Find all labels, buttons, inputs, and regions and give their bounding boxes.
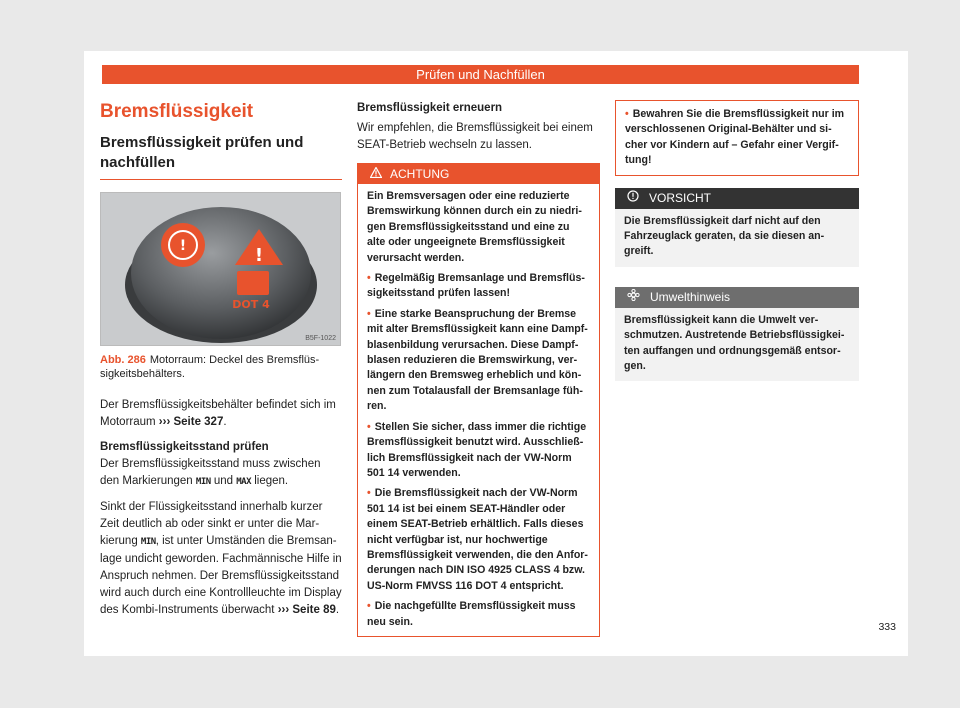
environment-header xyxy=(615,287,859,308)
paragraph-location xyxy=(100,397,342,431)
heading-check-level: Bremsflüssigkeitsstand prüfen xyxy=(100,441,269,453)
warning-bullet: • Die Bremsflüssigkeit nach der VW-Norm 501 14 ist bei einem SEAT-Händler oder einem SEAT-Betrieb erhältlich. Falls dieses nicht verfügbar ist, nur hochwertige Bremsflüssigkeit verwenden, die den Anforderungen nach DIN ISO 4925 CLASS 4 bzw. US-Norm FMVSS 116 DOT 4 entspricht. xyxy=(367,486,590,594)
warning-bullet: • Eine starke Beanspruchung der Bremse mit alter Bremsflüssigkeit kann eine Dampfblasenbildung verursachen. Diese Dampfblasen reduzieren die Bremswirkung, verlängern den Bremsweg erheblich und können zum Totalausfall der Bremsanlage führen. xyxy=(367,307,590,415)
column-3 xyxy=(615,100,859,381)
manual-book-icon xyxy=(237,271,269,295)
warning-header xyxy=(358,164,599,184)
figure-number: Abb. 286 xyxy=(100,354,146,366)
leaf-icon xyxy=(627,287,640,308)
figure-brake-fluid-cap xyxy=(100,192,341,346)
warning-box-continued xyxy=(615,100,859,176)
column-1 xyxy=(100,100,342,619)
warning-body xyxy=(358,184,599,636)
svg-text:!: ! xyxy=(254,245,264,266)
text: Der Bremsflüssigkeitsstand muss zwischen den Markierungen xyxy=(100,458,321,487)
min-marking: MIN xyxy=(195,477,211,487)
page-reference-link[interactable]: ››› Seite 89 xyxy=(277,604,336,616)
section-title: Bremsflüssigkeit xyxy=(100,101,254,122)
paragraph-level-range xyxy=(100,456,342,491)
subsection-title: Bremsflüssigkeit prüfen und nachfüllen xyxy=(100,133,342,180)
paragraph-level-drop xyxy=(100,499,342,619)
warning-bullet: • Bewahren Sie die Bremsflüssigkeit nur im verschlossenen Original-Behälter und sicher vor Kindern auf – Gefahr einer Vergiftung! xyxy=(625,107,849,169)
running-header: Prüfen und Nachfüllen xyxy=(102,65,859,84)
figure-code: B5F-1022 xyxy=(305,335,336,342)
figure-caption xyxy=(100,353,342,381)
text: , ist unter Umständen die Bremsanlage undicht geworden. Fachmännische Hilfe in Anspruch nehmen. Der Bremsflüssigkeitsstand wird auch durch eine Kontrollleuchte im Display des Kombi-Instruments überwacht xyxy=(100,535,342,616)
warning-bullet: • Die nachgefüllte Bremsflüssigkeit muss neu sein. xyxy=(367,599,590,630)
page-number: 333 xyxy=(878,621,896,633)
warning-bullet: • Regelmäßig Bremsanlage und Bremsflüssigkeitsstand prüfen lassen! xyxy=(367,271,590,302)
warning-bullet: • Stellen Sie sicher, dass immer die richtige Bremsflüssigkeit benutzt wird. Ausschließlich Bremsflüssigkeit nach der VW-Norm 501 14 verwenden. xyxy=(367,420,590,482)
caution-body: Die Bremsflüssigkeit darf nicht auf den Fahrzeuglack geraten, da sie diesen angreift. xyxy=(615,209,859,267)
paragraph-renew: Wir empfehlen, die Bremsflüssigkeit bei einem SEAT-Betrieb wechseln zu lassen. xyxy=(357,122,593,151)
text: liegen. xyxy=(251,475,289,487)
caption-text: Motorraum: Deckel des Bremsflüssigkeitsbehälters. xyxy=(100,354,320,380)
warning-body-continued xyxy=(616,101,858,175)
caution-title: VORSICHT xyxy=(649,190,712,205)
environment-body: Bremsflüssigkeit kann die Umwelt verschmutzen. Austretende Betriebsflüssigkeiten auffangen und ordnungsgemäß entsorgen. xyxy=(615,308,859,382)
warning-title: ACHTUNG xyxy=(390,167,450,181)
environment-box xyxy=(615,287,859,382)
caution-box xyxy=(615,188,859,267)
text: . xyxy=(223,416,227,428)
max-marking: MAX xyxy=(236,477,252,487)
column-2 xyxy=(357,100,600,637)
heading-renew-fluid: Bremsflüssigkeit erneuern xyxy=(357,102,503,114)
text: . xyxy=(335,604,340,616)
page-reference-link[interactable]: ››› Seite 327 xyxy=(158,416,224,428)
warning-intro: Ein Bremsversagen oder eine reduzierte Bremswirkung können durch ein zu niedrigen Bremsflüssigkeitsstand und eine zu alte oder ungeeignete Bremsflüssigkeit verursacht werden. xyxy=(367,190,582,264)
brake-fluid-cap-illustration xyxy=(101,193,340,345)
text: Der Bremsflüssigkeitsbehälter befindet sich im Motorraum xyxy=(100,399,336,428)
text: und xyxy=(210,475,237,487)
environment-title: Umwelthinweis xyxy=(650,289,731,304)
min-marking: MIN xyxy=(140,537,156,547)
info-circle-icon xyxy=(627,188,639,209)
text: Sinkt der Flüssigkeitsstand innerhalb kurzer Zeit deutlich ab oder sinkt er unter die Markierung xyxy=(100,501,323,547)
warning-triangle-icon xyxy=(370,164,382,184)
cap-label: DOT 4 xyxy=(232,298,270,311)
svg-text:!: ! xyxy=(179,238,187,254)
caution-header xyxy=(615,188,859,209)
warning-box xyxy=(357,163,600,637)
